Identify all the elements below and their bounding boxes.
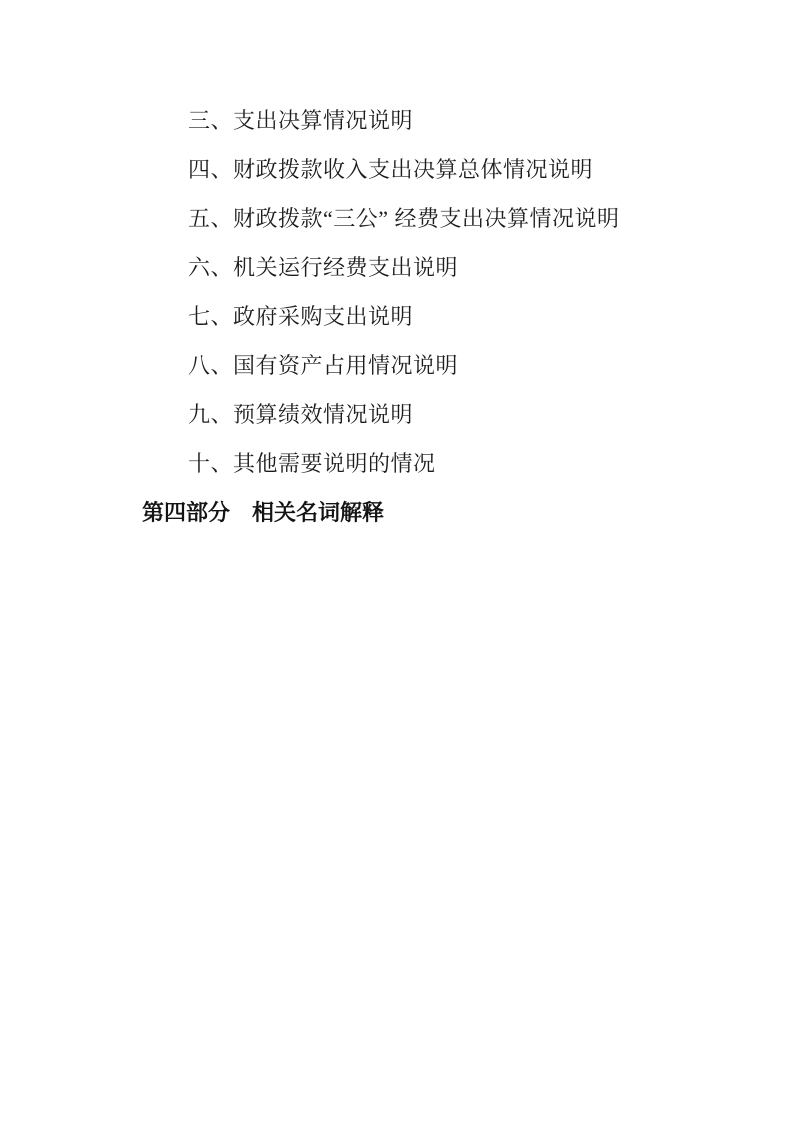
toc-item-7: 七、政府采购支出说明 [188,304,414,329]
section-heading-part4: 第四部分 相关名词解释 [142,500,385,525]
toc-item-9: 九、预算绩效情况说明 [188,402,414,427]
toc-item-8: 八、国有资产占用情况说明 [188,353,459,378]
toc-item-10: 十、其他需要说明的情况 [188,451,436,476]
toc-item-4: 四、财政拨款收入支出决算总体情况说明 [188,157,594,182]
toc-item-3: 三、支出决算情况说明 [188,108,414,133]
toc-item-5: 五、财政拨款“三公” 经费支出决算情况说明 [188,206,620,231]
table-of-contents [0,96,793,537]
toc-item-6: 六、机关运行经费支出说明 [188,255,459,280]
